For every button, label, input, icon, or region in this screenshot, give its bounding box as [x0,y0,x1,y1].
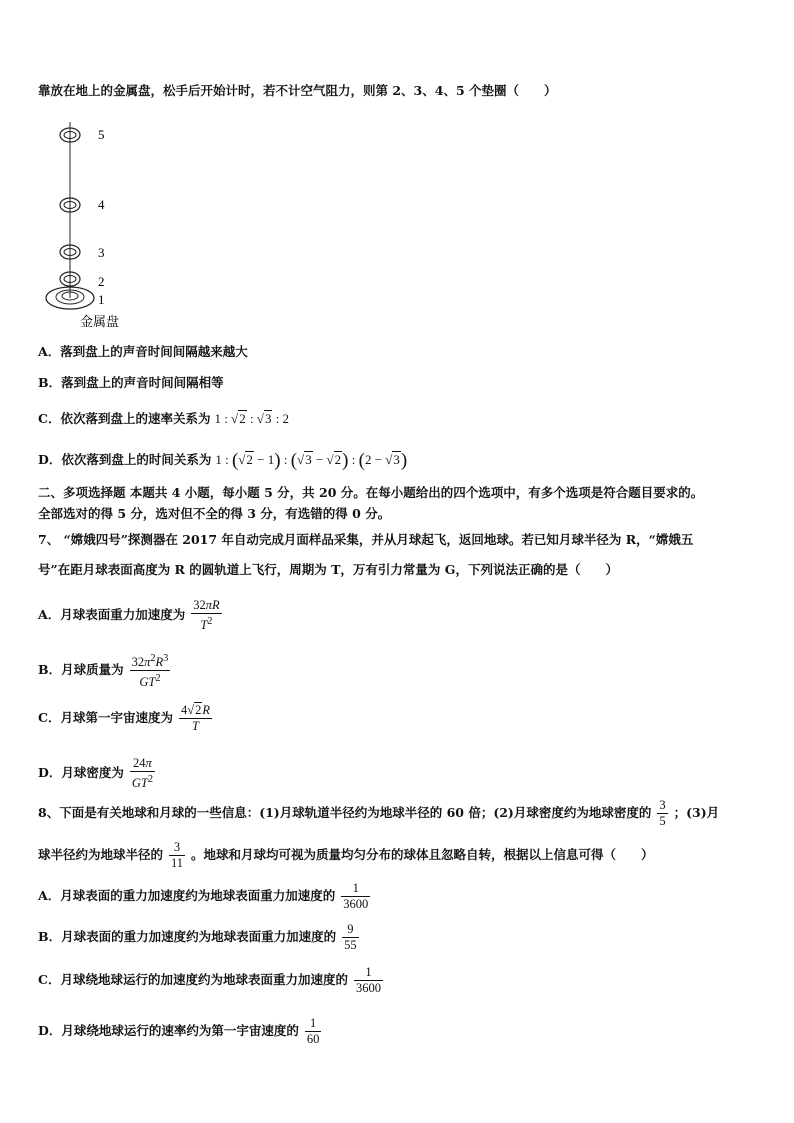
q7-option-b: B．月球质量为 $\frac{32\pi^2R^3}{GT^2}$ [38,653,169,690]
q7-option-a: A．月球表面重力加速度为 $\frac{32\pi R}{T^2}$ [38,598,220,633]
q8-frac-3-11: $\frac{3}{11}$ [171,840,184,870]
q7-option-d: D．月球密度为 $\frac{24\pi}{GT^2}$ [38,756,154,791]
label-5: 5 [98,127,105,142]
q8-option-a: A．月球表面的重力加速度约为地球表面重力加速度的 $\frac{1}{3600}$ [38,881,369,911]
q8-d-fraction: $\frac{1}{60}$ [306,1016,320,1046]
q8-frac-3-5: $\frac{3}{5}$ [659,798,666,828]
q8-line2: 球半径约为地球半径的 $\frac{3}{11}$ 。地球和月球均可视为质量均匀分布的球体且忽略自转，根据以上信息可得（ ） [38,840,654,870]
label-1: 1 [98,292,105,307]
label-4: 4 [98,197,105,212]
q7-c-fraction: $\frac{4√2R}{T}$ [180,703,210,733]
q6-stem: 靠放在地上的金属盘，松手后开始计时，若不计空气阻力，则第 2、3、4、5 个垫圈（ ） [38,83,557,98]
q8-option-b: B．月球表面的重力加速度约为地球表面重力加速度的 $\frac{9}{55}$ [38,922,357,952]
q6-option-a: A．落到盘上的声音时间间隔越来越大 [38,344,248,359]
q7-option-c: C．月球第一宇宙速度为 $\frac{4√2R}{T}$ [38,703,210,733]
washer-figure [38,118,148,333]
q7-d-fraction: $\frac{24\pi}{GT^2}$ [131,756,154,791]
q6-option-b: B．落到盘上的声音时间间隔相等 [38,375,224,390]
q6-c-expression: 1 : √2 : √3 : 2 [214,411,290,426]
q8-option-c: C．月球绕地球运行的加速度约为地球表面重力加速度的 $\frac{1}{3600}$ [38,965,381,995]
section2-line2: 全部选对的得 5 分，选对但不全的得 3 分，有选错的得 0 分。 [38,506,391,521]
q7-b-fraction: $\frac{32\pi^2R^3}{GT^2}$ [131,653,169,690]
q6-option-d: D．依次落到盘上的时间关系为 1 : (√2 − 1) : (√3 − √2) : (2 − √3) [38,450,408,471]
q6-d-expression: 1 : (√2 − 1) : (√3 − √2) : (2 − √3) [215,450,408,471]
section2-line1: 二、多项选择题 本题共 4 小题，每小题 5 分，共 20 分。在每小题给出的四个选项中，有多个选项是符合题目要求的。 [38,485,704,500]
q8-c-fraction: $\frac{1}{3600}$ [355,965,381,995]
q7-line1: 7、 “嫦娥四号”探测器在 2017 年自动完成月面样品采集，并从月球起飞，返回地球。若已知月球半径为 R，“嫦娥五 [38,532,694,547]
figure-caption: 金属盘 [80,315,120,330]
q8-option-d: D．月球绕地球运行的速率约为第一宇宙速度的 $\frac{1}{60}$ [38,1016,320,1046]
q7-line2: 号”在距月球表面高度为 R 的圆轨道上飞行，周期为 T，万有引力常量为 G，下列说法正确的是（ ） [38,562,618,577]
q8-a-fraction: $\frac{1}{3600}$ [343,881,369,911]
q8-b-fraction: $\frac{9}{55}$ [344,922,357,952]
q6-option-c: C．依次落到盘上的速率关系为 1 : √2 : √3 : 2 [38,411,290,426]
label-3: 3 [98,245,105,260]
label-2: 2 [98,274,105,289]
q8-line1: 8、下面是有关地球和月球的一些信息：(1)月球轨道半径约为地球半径的 60 倍；(2)月球密度约为地球密度的 $\frac{3}{5}$ ；(3)月 [38,798,720,828]
q7-a-fraction: $\frac{32\pi R}{T^2}$ [193,598,220,633]
